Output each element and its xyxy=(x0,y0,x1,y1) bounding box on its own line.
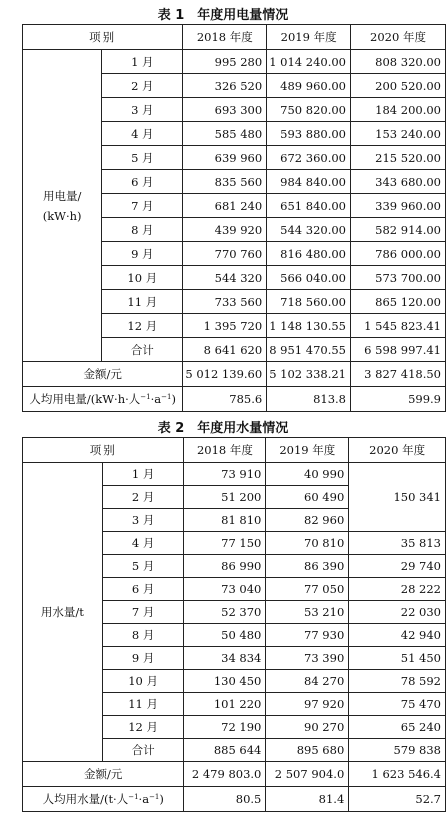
per-capita-row xyxy=(23,787,446,812)
value-2018: 86 990 xyxy=(184,555,266,578)
per-capita-label: 人均用电量/(kW·h·人$^{-1}\cdot a^{-1}$) xyxy=(23,387,183,412)
value-2019: 895 680 xyxy=(266,739,349,762)
value-2019: 489 960.00 xyxy=(267,74,351,98)
value-2019: 8 951 470.55 xyxy=(267,338,351,362)
header-2020: 2020 年度 xyxy=(349,438,446,463)
value-2019: 86 390 xyxy=(266,555,349,578)
value-2020: 573 700.00 xyxy=(351,266,446,290)
value-2018: 8 641 620 xyxy=(183,338,267,362)
month-label: 合计 xyxy=(102,739,184,762)
month-label: 7 月 xyxy=(102,194,183,218)
month-label: 11 月 xyxy=(102,693,184,716)
value-2018: 72 190 xyxy=(184,716,266,739)
month-label: 9 月 xyxy=(102,647,184,670)
category-cell xyxy=(23,50,102,362)
value-2019: 97 920 xyxy=(266,693,349,716)
month-label: 合计 xyxy=(102,338,183,362)
value-2019: 73 390 xyxy=(266,647,349,670)
value-2019: 750 820.00 xyxy=(267,98,351,122)
table-header-row xyxy=(23,25,446,50)
value-2020: 1 545 823.41 xyxy=(351,314,446,338)
value-2018: 733 560 xyxy=(183,290,267,314)
value-2020-q1-merged: 150 341 xyxy=(349,463,446,532)
value-2020: 78 592 xyxy=(349,670,446,693)
value-2018: 34 834 xyxy=(184,647,266,670)
month-label: 12 月 xyxy=(102,716,184,739)
value-2018: 1 395 720 xyxy=(183,314,267,338)
value-2018: 544 320 xyxy=(183,266,267,290)
value-2020: 153 240.00 xyxy=(351,122,446,146)
category-cell: 用水量/t xyxy=(23,463,103,762)
header-2019: 2019 年度 xyxy=(266,438,349,463)
value-2020: 29 740 xyxy=(349,555,446,578)
value-2020: 65 240 xyxy=(349,716,446,739)
table2-caption: 表 2 年度用水量情况 xyxy=(157,421,289,436)
value-2020: 343 680.00 xyxy=(351,170,446,194)
amount-label: 金额/元 xyxy=(23,762,184,787)
month-label: 4 月 xyxy=(102,532,184,555)
month-label: 3 月 xyxy=(102,509,184,532)
value-2018: 770 760 xyxy=(183,242,267,266)
amount-row xyxy=(23,762,446,787)
per-capita-2018: 785.6 xyxy=(183,387,267,412)
month-label: 10 月 xyxy=(102,266,183,290)
value-2019: 70 810 xyxy=(266,532,349,555)
month-label: 6 月 xyxy=(102,170,183,194)
value-2020: 339 960.00 xyxy=(351,194,446,218)
value-2018: 835 560 xyxy=(183,170,267,194)
value-2018: 73 040 xyxy=(184,578,266,601)
month-label: 12 月 xyxy=(102,314,183,338)
value-2018: 995 280 xyxy=(183,50,267,74)
per-capita-2020: 52.7 xyxy=(349,787,446,812)
value-2018: 81 810 xyxy=(184,509,266,532)
value-2020: 786 000.00 xyxy=(351,242,446,266)
value-2019: 984 840.00 xyxy=(267,170,351,194)
value-2018: 326 520 xyxy=(183,74,267,98)
value-2020: 75 470 xyxy=(349,693,446,716)
amount-label: 金额/元 xyxy=(23,362,183,387)
month-label: 3 月 xyxy=(102,98,183,122)
value-2020: 6 598 997.41 xyxy=(351,338,446,362)
value-2019: 40 990 xyxy=(266,463,349,486)
table-row xyxy=(23,463,446,486)
amount-2020: 3 827 418.50 xyxy=(351,362,446,387)
electricity-table xyxy=(22,24,446,412)
value-2020: 215 520.00 xyxy=(351,146,446,170)
table1-caption: 表 1 年度用电量情况 xyxy=(157,8,289,23)
header-2018: 2018 年度 xyxy=(184,438,266,463)
category-line-1: 用电量/ xyxy=(42,188,82,203)
value-2019: 816 480.00 xyxy=(267,242,351,266)
per-capita-2018: 80.5 xyxy=(184,787,266,812)
month-label: 10 月 xyxy=(102,670,184,693)
month-label: 1 月 xyxy=(102,463,184,486)
header-item: 项别 xyxy=(23,438,184,463)
header-item: 项别 xyxy=(23,25,183,50)
header-2020: 2020 年度 xyxy=(351,25,446,50)
month-label: 8 月 xyxy=(102,624,184,647)
month-label: 5 月 xyxy=(102,555,184,578)
category-line-2: (kW·h) xyxy=(42,208,82,223)
value-2018: 885 644 xyxy=(184,739,266,762)
value-2018: 77 150 xyxy=(184,532,266,555)
value-2018: 585 480 xyxy=(183,122,267,146)
value-2020: 808 320.00 xyxy=(351,50,446,74)
header-2019: 2019 年度 xyxy=(267,25,351,50)
amount-2019: 2 507 904.0 xyxy=(266,762,349,787)
value-2019: 53 210 xyxy=(266,601,349,624)
value-2018: 51 200 xyxy=(184,486,266,509)
amount-2018: 2 479 803.0 xyxy=(184,762,266,787)
table-row xyxy=(23,50,446,74)
month-label: 1 月 xyxy=(102,50,183,74)
value-2018: 73 910 xyxy=(184,463,266,486)
value-2018: 439 920 xyxy=(183,218,267,242)
value-2018: 639 960 xyxy=(183,146,267,170)
value-2020: 51 450 xyxy=(349,647,446,670)
month-label: 2 月 xyxy=(102,74,183,98)
value-2020: 35 813 xyxy=(349,532,446,555)
water-table xyxy=(22,437,446,812)
amount-2019: 5 102 338.21 xyxy=(267,362,351,387)
value-2020: 22 030 xyxy=(349,601,446,624)
value-2020: 28 222 xyxy=(349,578,446,601)
value-2019: 593 880.00 xyxy=(267,122,351,146)
month-label: 6 月 xyxy=(102,578,184,601)
value-2019: 651 840.00 xyxy=(267,194,351,218)
value-2019: 718 560.00 xyxy=(267,290,351,314)
month-label: 9 月 xyxy=(102,242,183,266)
value-2020: 42 940 xyxy=(349,624,446,647)
value-2018: 52 370 xyxy=(184,601,266,624)
amount-2018: 5 012 139.60 xyxy=(183,362,267,387)
table-header-row xyxy=(23,438,446,463)
per-capita-2020: 599.9 xyxy=(351,387,446,412)
value-2019: 90 270 xyxy=(266,716,349,739)
value-2019: 82 960 xyxy=(266,509,349,532)
value-2019: 544 320.00 xyxy=(267,218,351,242)
per-capita-2019: 81.4 xyxy=(266,787,349,812)
header-2018: 2018 年度 xyxy=(183,25,267,50)
value-2018: 101 220 xyxy=(184,693,266,716)
month-label: 5 月 xyxy=(102,146,183,170)
value-2018: 681 240 xyxy=(183,194,267,218)
value-2020: 582 914.00 xyxy=(351,218,446,242)
month-label: 11 月 xyxy=(102,290,183,314)
value-2020: 200 520.00 xyxy=(351,74,446,98)
value-2019: 566 040.00 xyxy=(267,266,351,290)
per-capita-2019: 813.8 xyxy=(267,387,351,412)
value-2019: 1 014 240.00 xyxy=(267,50,351,74)
value-2019: 60 490 xyxy=(266,486,349,509)
month-label: 2 月 xyxy=(102,486,184,509)
month-label: 8 月 xyxy=(102,218,183,242)
month-label: 4 月 xyxy=(102,122,183,146)
value-2018: 130 450 xyxy=(184,670,266,693)
value-2019: 672 360.00 xyxy=(267,146,351,170)
value-2019: 77 050 xyxy=(266,578,349,601)
value-2020: 184 200.00 xyxy=(351,98,446,122)
amount-row xyxy=(23,362,446,387)
per-capita-label: 人均用水量/(t·人$^{-1}\cdot a^{-1}$) xyxy=(23,787,184,812)
value-2019: 84 270 xyxy=(266,670,349,693)
per-capita-row xyxy=(23,387,446,412)
value-2019: 77 930 xyxy=(266,624,349,647)
value-2020: 579 838 xyxy=(349,739,446,762)
amount-2020: 1 623 546.4 xyxy=(349,762,446,787)
value-2019: 1 148 130.55 xyxy=(267,314,351,338)
value-2018: 693 300 xyxy=(183,98,267,122)
month-label: 7 月 xyxy=(102,601,184,624)
value-2020: 865 120.00 xyxy=(351,290,446,314)
value-2018: 50 480 xyxy=(184,624,266,647)
